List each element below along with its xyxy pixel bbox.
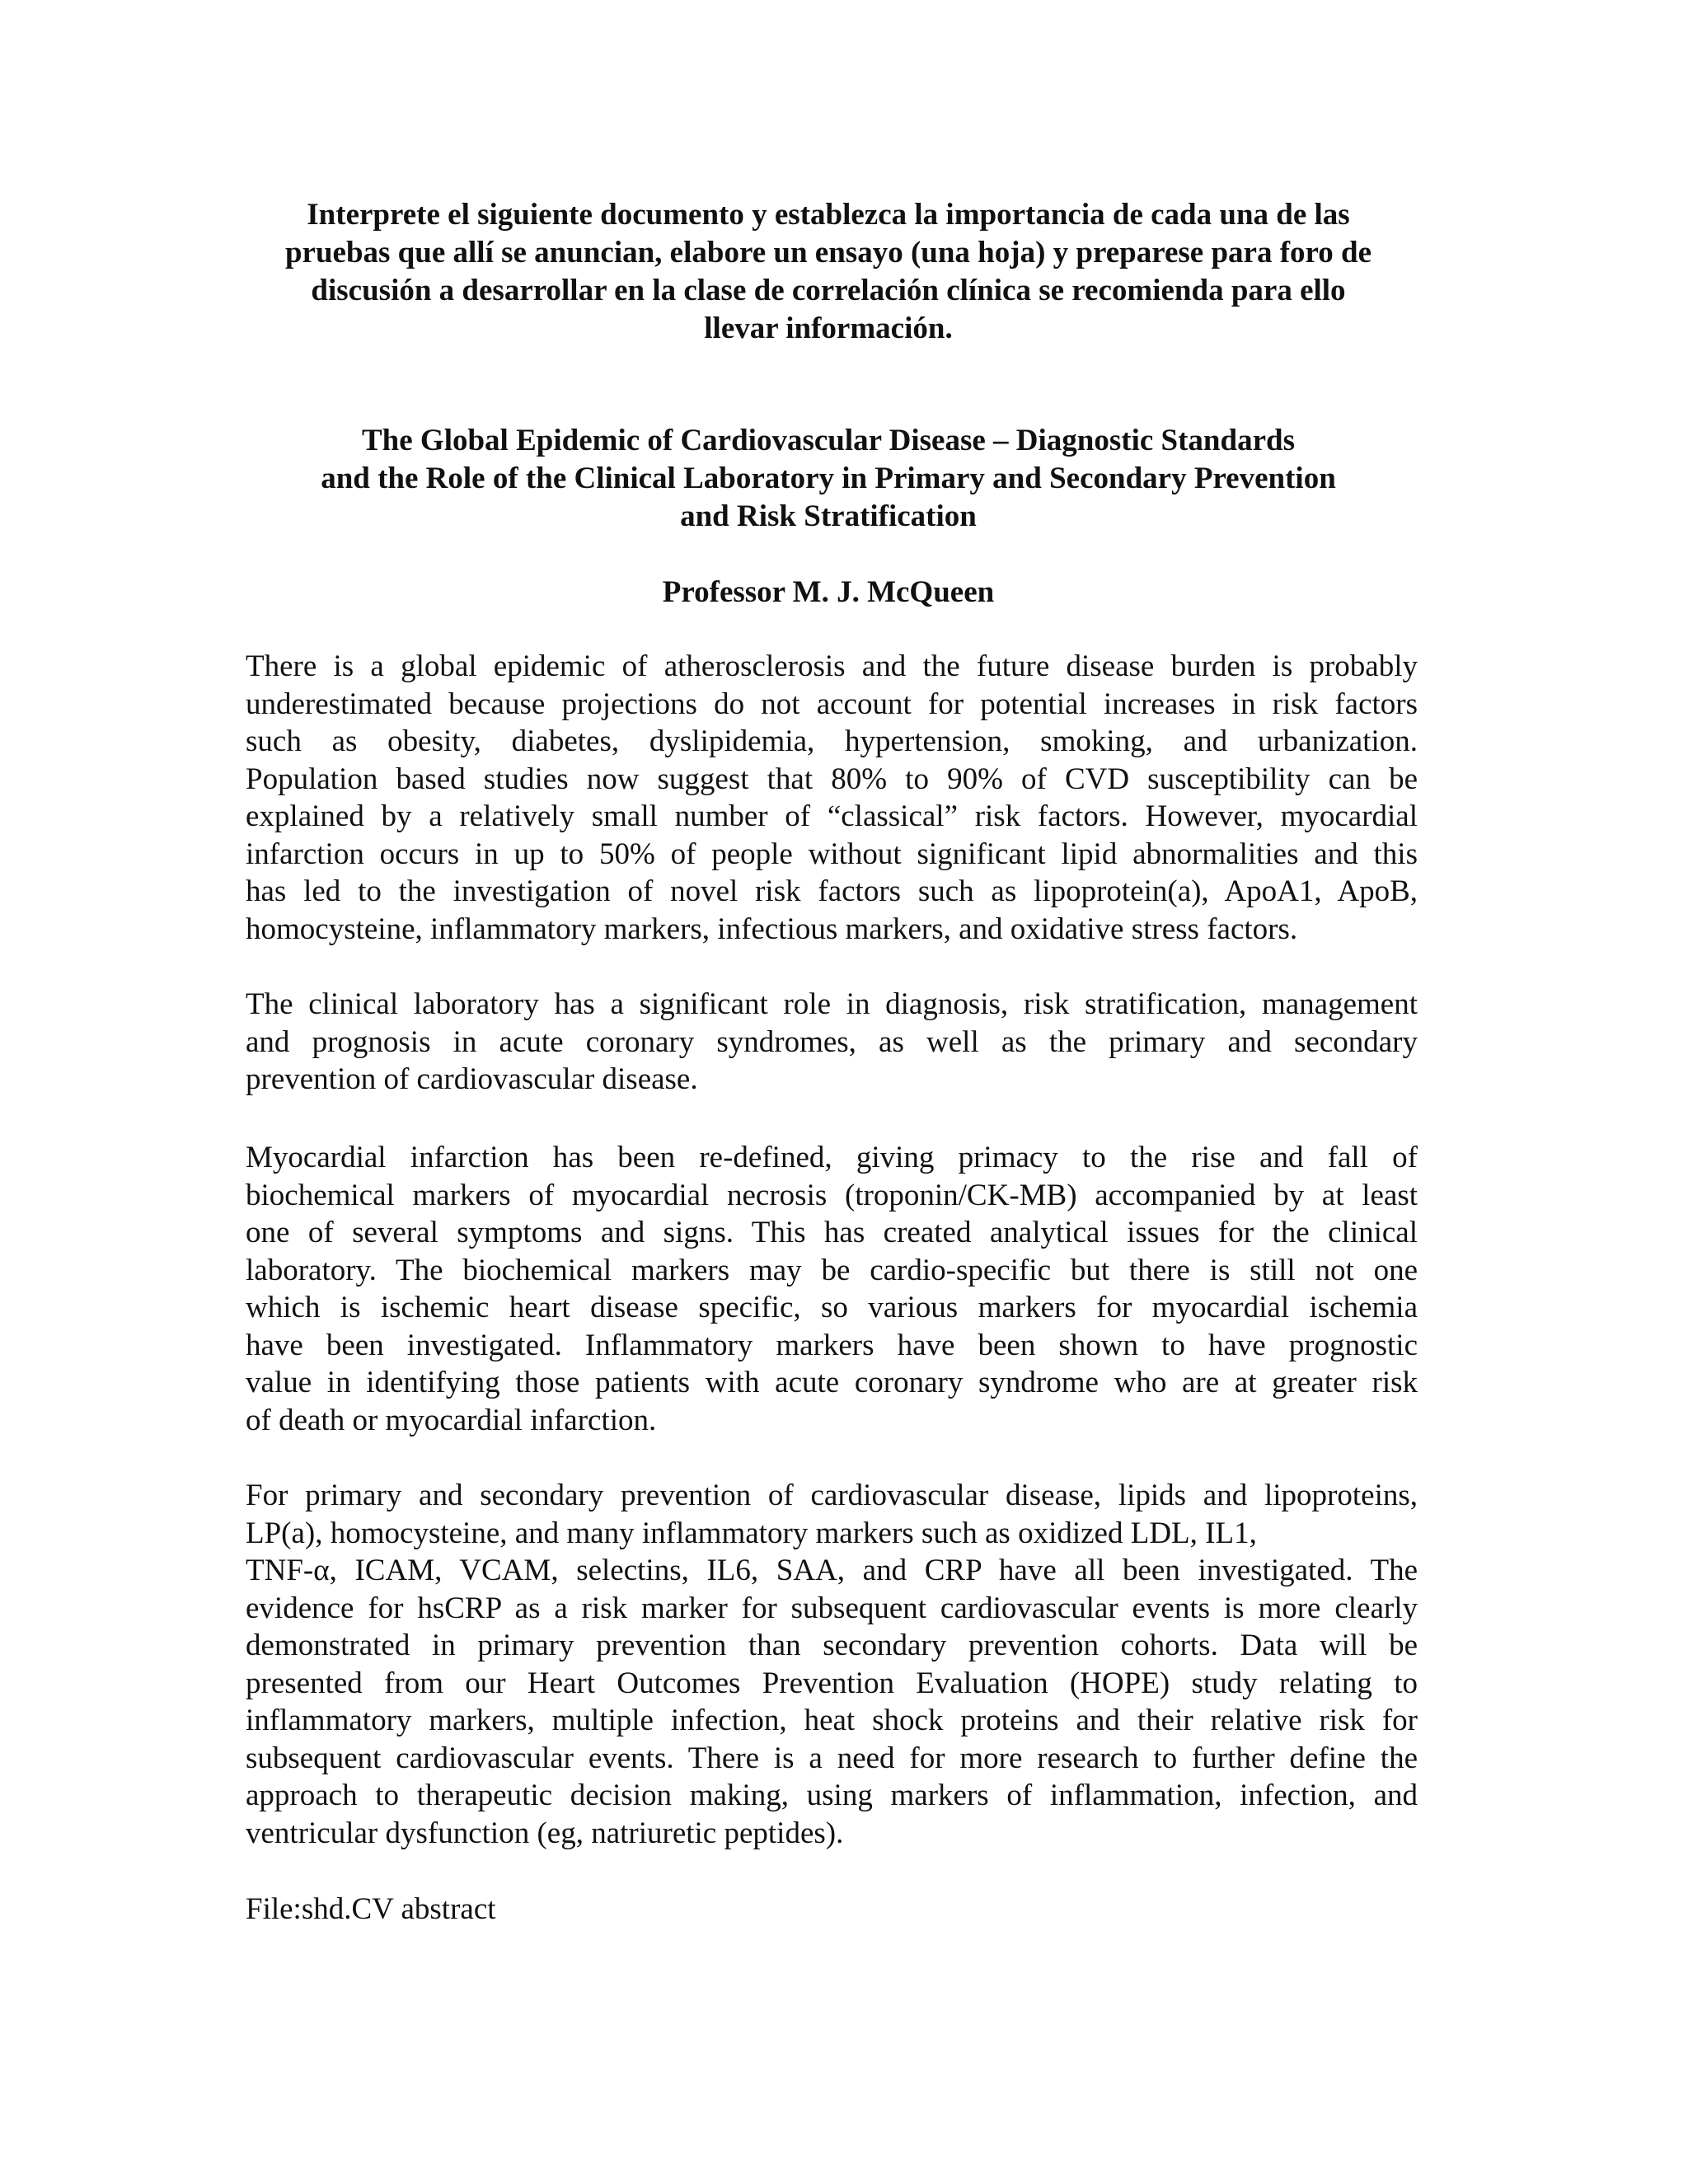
paragraph-line: underestimated because projections do not account for potential increases in risk factors [246, 687, 1418, 721]
paragraph-line: Population based studies now suggest that 80% to 90% of CVD susceptibility can be [246, 762, 1418, 796]
paragraph-clinical-laboratory [246, 986, 1418, 1099]
paragraph-line: demonstrated in primary prevention than secondary prevention cohorts. Data will be [246, 1629, 1418, 1662]
paragraph-line: LP(a), homocysteine, and many inflammatory markers such as oxidized LDL, IL1, [246, 1516, 1257, 1550]
author-name: Professor M. J. McQueen [662, 575, 995, 609]
paragraph-line: Myocardial infarction has been re-defined, giving primacy to the rise and fall of [246, 1141, 1418, 1174]
paragraph-line: one of several symptoms and signs. This has created analytical issues for the clinical [246, 1216, 1418, 1249]
paragraph-line: presented from our Heart Outcomes Prevention Evaluation (HOPE) study relating to [246, 1666, 1418, 1700]
instructions-line: Interprete el siguiente documento y establezca la importancia de cada una de las [307, 198, 1350, 232]
paragraph-line: have been investigated. Inflammatory markers have been shown to have prognostic [246, 1328, 1418, 1362]
file-reference [246, 1891, 1418, 1929]
paragraph-line: The clinical laboratory has a significant role in diagnosis, risk stratification, management [246, 987, 1418, 1021]
paragraph-line: TNF-α, ICAM, VCAM, selectins, IL6, SAA, and CRP have all been investigated. The [246, 1554, 1418, 1587]
title-line: and the Role of the Clinical Laboratory in Primary and Secondary Prevention [321, 462, 1336, 495]
paragraph-line: infarction occurs in up to 50% of people without significant lipid abnormalities and this [246, 837, 1418, 871]
paragraph-myocardial-infarction [246, 1139, 1418, 1439]
paragraph-line: For primary and secondary prevention of cardiovascular disease, lipids and lipoproteins, [246, 1479, 1418, 1512]
instructions-line: llevar información. [704, 312, 953, 345]
file-reference-text: File:shd.CV abstract [246, 1892, 496, 1926]
title-line: and Risk Stratification [680, 499, 977, 533]
paragraph-line: and prognosis in acute coronary syndromes, as well as the primary and secondary [246, 1024, 1418, 1059]
paragraph-line: which is ischemic heart disease specific, so various markers for myocardial ischemia [246, 1291, 1418, 1324]
paragraph-line: approach to therapeutic decision making, using markers of inflammation, infection, and [246, 1779, 1418, 1812]
paragraph-prevention [246, 1477, 1418, 1852]
instructions-line: pruebas que allí se anuncian, elabore un ensayo (una hoja) y preparese para foro de [284, 236, 1372, 269]
paragraph-line: homocysteine, inflammatory markers, infectious markers, and oxidative stress factors. [246, 912, 1298, 946]
paragraph-line: biochemical markers of myocardial necrosis (troponin/CK-MB) accompanied by at least [246, 1178, 1418, 1212]
paragraph-line: of death or myocardial infarction. [246, 1403, 657, 1437]
instructions-heading [239, 196, 1418, 348]
paragraph-line: inflammatory markers, multiple infection, heat shock proteins and their relative risk for [246, 1704, 1418, 1737]
paragraph-line: prevention of cardiovascular disease. [246, 1062, 698, 1096]
paragraph-line: such as obesity, diabetes, dyslipidemia, hypertension, smoking, and urbanization. [246, 724, 1418, 758]
paragraph-line: has led to the investigation of novel risk factors such as lipoprotein(a), ApoA1, ApoB, [246, 874, 1418, 908]
instructions-line: discusión a desarrollar en la clase de correlación clínica se recomienda para ello [311, 274, 1346, 307]
paragraph-line: subsequent cardiovascular events. There is a need for more research to further define the [246, 1741, 1418, 1775]
paragraph-epidemic [246, 648, 1418, 948]
paragraph-line: ventricular dysfunction (eg, natriuretic peptides). [246, 1816, 844, 1850]
paragraph-line: value in identifying those patients with acute coronary syndrome who are at greater risk [246, 1366, 1418, 1399]
paragraph-line: explained by a relatively small number of “classical” risk factors. However, myocardial [246, 799, 1418, 833]
paragraph-line: There is a global epidemic of atherosclerosis and the future disease burden is probably [246, 649, 1418, 683]
paragraph-line: laboratory. The biochemical markers may be cardio-specific but there is still not one [246, 1253, 1418, 1287]
title-line: The Global Epidemic of Cardiovascular Disease – Diagnostic Standards [361, 424, 1295, 457]
document-title [239, 422, 1418, 536]
paragraph-line: evidence for hsCRP as a risk marker for subsequent cardiovascular events is more clearly [246, 1591, 1418, 1625]
